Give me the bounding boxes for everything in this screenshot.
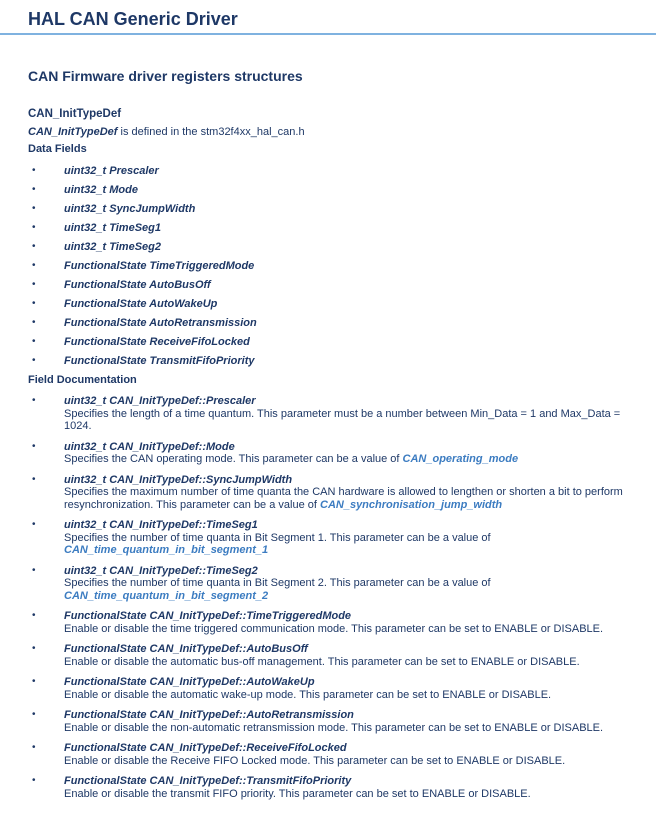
field-doc-body [64, 722, 624, 735]
struct-definition-name: CAN_InitTypeDef [28, 126, 118, 138]
field-doc-link[interactable]: CAN_time_quantum_in_bit_segment_1 [64, 544, 269, 556]
field-doc-body [64, 453, 624, 466]
page-title: HAL CAN Generic Driver [28, 9, 238, 29]
bullet-icon: • [32, 203, 36, 214]
field-documentation-heading: Field Documentation [28, 374, 137, 386]
field-doc-entry [28, 775, 630, 800]
bullet-icon: • [32, 742, 36, 753]
field-doc-title: FunctionalState CAN_InitTypeDef::TimeTriggeredMode [64, 610, 352, 622]
field-doc-body [64, 689, 624, 702]
field-doc-entry [28, 565, 630, 603]
field-doc-title: FunctionalState CAN_InitTypeDef::AutoWakeUp [64, 676, 315, 688]
title-rule [0, 33, 656, 35]
field-doc-entry [28, 441, 630, 466]
field-doc-entry [28, 519, 630, 557]
data-field-item [28, 260, 630, 272]
field-doc-text: Specifies the length of a time quantum. This parameter must be a number between Min_Data = 1 and Max_Data = 1024. [64, 407, 621, 432]
field-doc-title: uint32_t CAN_InitTypeDef::TimeSeg2 [64, 564, 258, 577]
bullet-icon: • [32, 643, 36, 654]
field-doc-link[interactable]: CAN_time_quantum_in_bit_segment_2 [64, 589, 269, 602]
field-doc-link[interactable]: CAN_synchronisation_jump_width [320, 498, 503, 511]
data-field-label: FunctionalState TransmitFifoPriority [64, 355, 255, 367]
field-doc-body [64, 755, 624, 768]
field-doc-text: Enable or disable the time triggered communication mode. This parameter can be set to ENABLE or DISABLE. [64, 622, 604, 635]
field-doc-link[interactable]: CAN_operating_mode [402, 453, 519, 465]
field-doc-entry [28, 395, 630, 433]
field-doc-title: uint32_t CAN_InitTypeDef::Mode [64, 440, 235, 453]
field-doc-body [64, 532, 624, 557]
bullet-icon: • [32, 775, 36, 786]
field-doc-text: Specifies the CAN operating mode. This parameter can be a value of [64, 453, 403, 465]
field-doc-title: uint32_t CAN_InitTypeDef::Prescaler [64, 395, 256, 407]
bullet-icon: • [32, 184, 36, 195]
bullet-icon: • [32, 279, 36, 290]
field-doc-title: uint32_t CAN_InitTypeDef::TimeSeg1 [64, 519, 258, 531]
data-field-item [28, 336, 630, 348]
bullet-icon: • [32, 440, 36, 452]
data-field-item [28, 298, 630, 310]
field-doc-text: Enable or disable the automatic wake-up mode. This parameter can be set to ENABLE or DISABLE. [64, 688, 552, 701]
bullet-icon: • [32, 610, 36, 621]
field-doc-title: FunctionalState CAN_InitTypeDef::ReceiveFifoLocked [64, 742, 347, 754]
bullet-icon: • [32, 241, 36, 252]
data-field-label: FunctionalState AutoRetransmission [64, 317, 257, 329]
field-doc-body [64, 656, 624, 669]
data-fields-list [28, 165, 630, 367]
bullet-icon: • [32, 564, 36, 576]
bullet-icon: • [32, 676, 36, 687]
data-field-label: uint32_t TimeSeg1 [64, 222, 161, 234]
field-doc-title: FunctionalState CAN_InitTypeDef::AutoRetransmission [64, 709, 354, 721]
data-field-label: uint32_t Prescaler [64, 165, 159, 177]
field-doc-body [64, 486, 624, 511]
field-documentation-list [28, 395, 630, 800]
field-doc-entry [28, 709, 630, 734]
field-doc-body [64, 788, 624, 801]
section-title: CAN Firmware driver registers structures [28, 68, 303, 84]
field-doc-body [64, 408, 624, 433]
data-field-label: uint32_t TimeSeg2 [64, 241, 161, 253]
bullet-icon: • [32, 165, 36, 176]
data-field-label: FunctionalState AutoBusOff [64, 279, 211, 291]
data-field-item [28, 241, 630, 253]
field-doc-title: uint32_t CAN_InitTypeDef::SyncJumpWidth [64, 473, 293, 486]
bullet-icon: • [32, 222, 36, 233]
bullet-icon: • [32, 336, 36, 347]
bullet-icon: • [32, 317, 36, 328]
data-field-label: FunctionalState AutoWakeUp [64, 298, 218, 310]
data-field-label: FunctionalState TimeTriggeredMode [64, 260, 255, 272]
bullet-icon: • [32, 473, 36, 485]
field-doc-entry [28, 676, 630, 701]
field-doc-entry [28, 474, 630, 512]
bullet-icon: • [32, 355, 36, 366]
field-doc-text: Specifies the maximum number of time quanta the CAN hardware is allowed to lengthen or shorten a bit to perform resynchronization. This parameter can be a value of [64, 486, 623, 511]
data-field-item [28, 165, 630, 177]
data-field-label: uint32_t SyncJumpWidth [64, 203, 196, 215]
struct-definition-rest: is defined in the stm32f4xx_hal_can.h [117, 126, 305, 138]
field-doc-text: Specifies the number of time quanta in Bit Segment 1. This parameter can be a value of [64, 531, 491, 544]
data-fields-heading: Data Fields [28, 143, 87, 155]
data-field-item [28, 279, 630, 291]
field-doc-text: Enable or disable the transmit FIFO priority. This parameter can be set to ENABLE or DISABLE. [64, 787, 531, 800]
struct-definition [28, 126, 630, 138]
data-field-item [28, 184, 630, 196]
field-doc-text: Enable or disable the Receive FIFO Locked mode. This parameter can be set to ENABLE or DISABLE. [64, 754, 566, 767]
data-field-item [28, 317, 630, 329]
data-field-item [28, 222, 630, 234]
field-doc-text: Enable or disable the automatic bus-off management. This parameter can be set to ENABLE or DISABLE. [64, 655, 580, 668]
field-doc-title: FunctionalState CAN_InitTypeDef::AutoBusOff [64, 643, 308, 655]
field-doc-entry [28, 742, 630, 767]
data-field-item [28, 203, 630, 215]
field-doc-title: FunctionalState CAN_InitTypeDef::TransmitFifoPriority [64, 775, 352, 787]
bullet-icon: • [32, 298, 36, 309]
field-doc-body [64, 623, 624, 636]
field-doc-entry [28, 643, 630, 668]
data-field-item [28, 355, 630, 367]
field-doc-body [64, 577, 624, 602]
struct-name: CAN_InitTypeDef [28, 108, 122, 120]
data-field-label: uint32_t Mode [64, 184, 138, 196]
bullet-icon: • [32, 709, 36, 720]
bullet-icon: • [32, 519, 36, 530]
field-doc-text: Specifies the number of time quanta in Bit Segment 2. This parameter can be a value of [64, 577, 491, 589]
bullet-icon: • [32, 260, 36, 271]
data-field-label: FunctionalState ReceiveFifoLocked [64, 336, 250, 348]
field-doc-entry [28, 610, 630, 635]
field-doc-text: Enable or disable the non-automatic retransmission mode. This parameter can be set to ENABLE or DISABLE. [64, 721, 604, 734]
bullet-icon: • [32, 395, 36, 406]
